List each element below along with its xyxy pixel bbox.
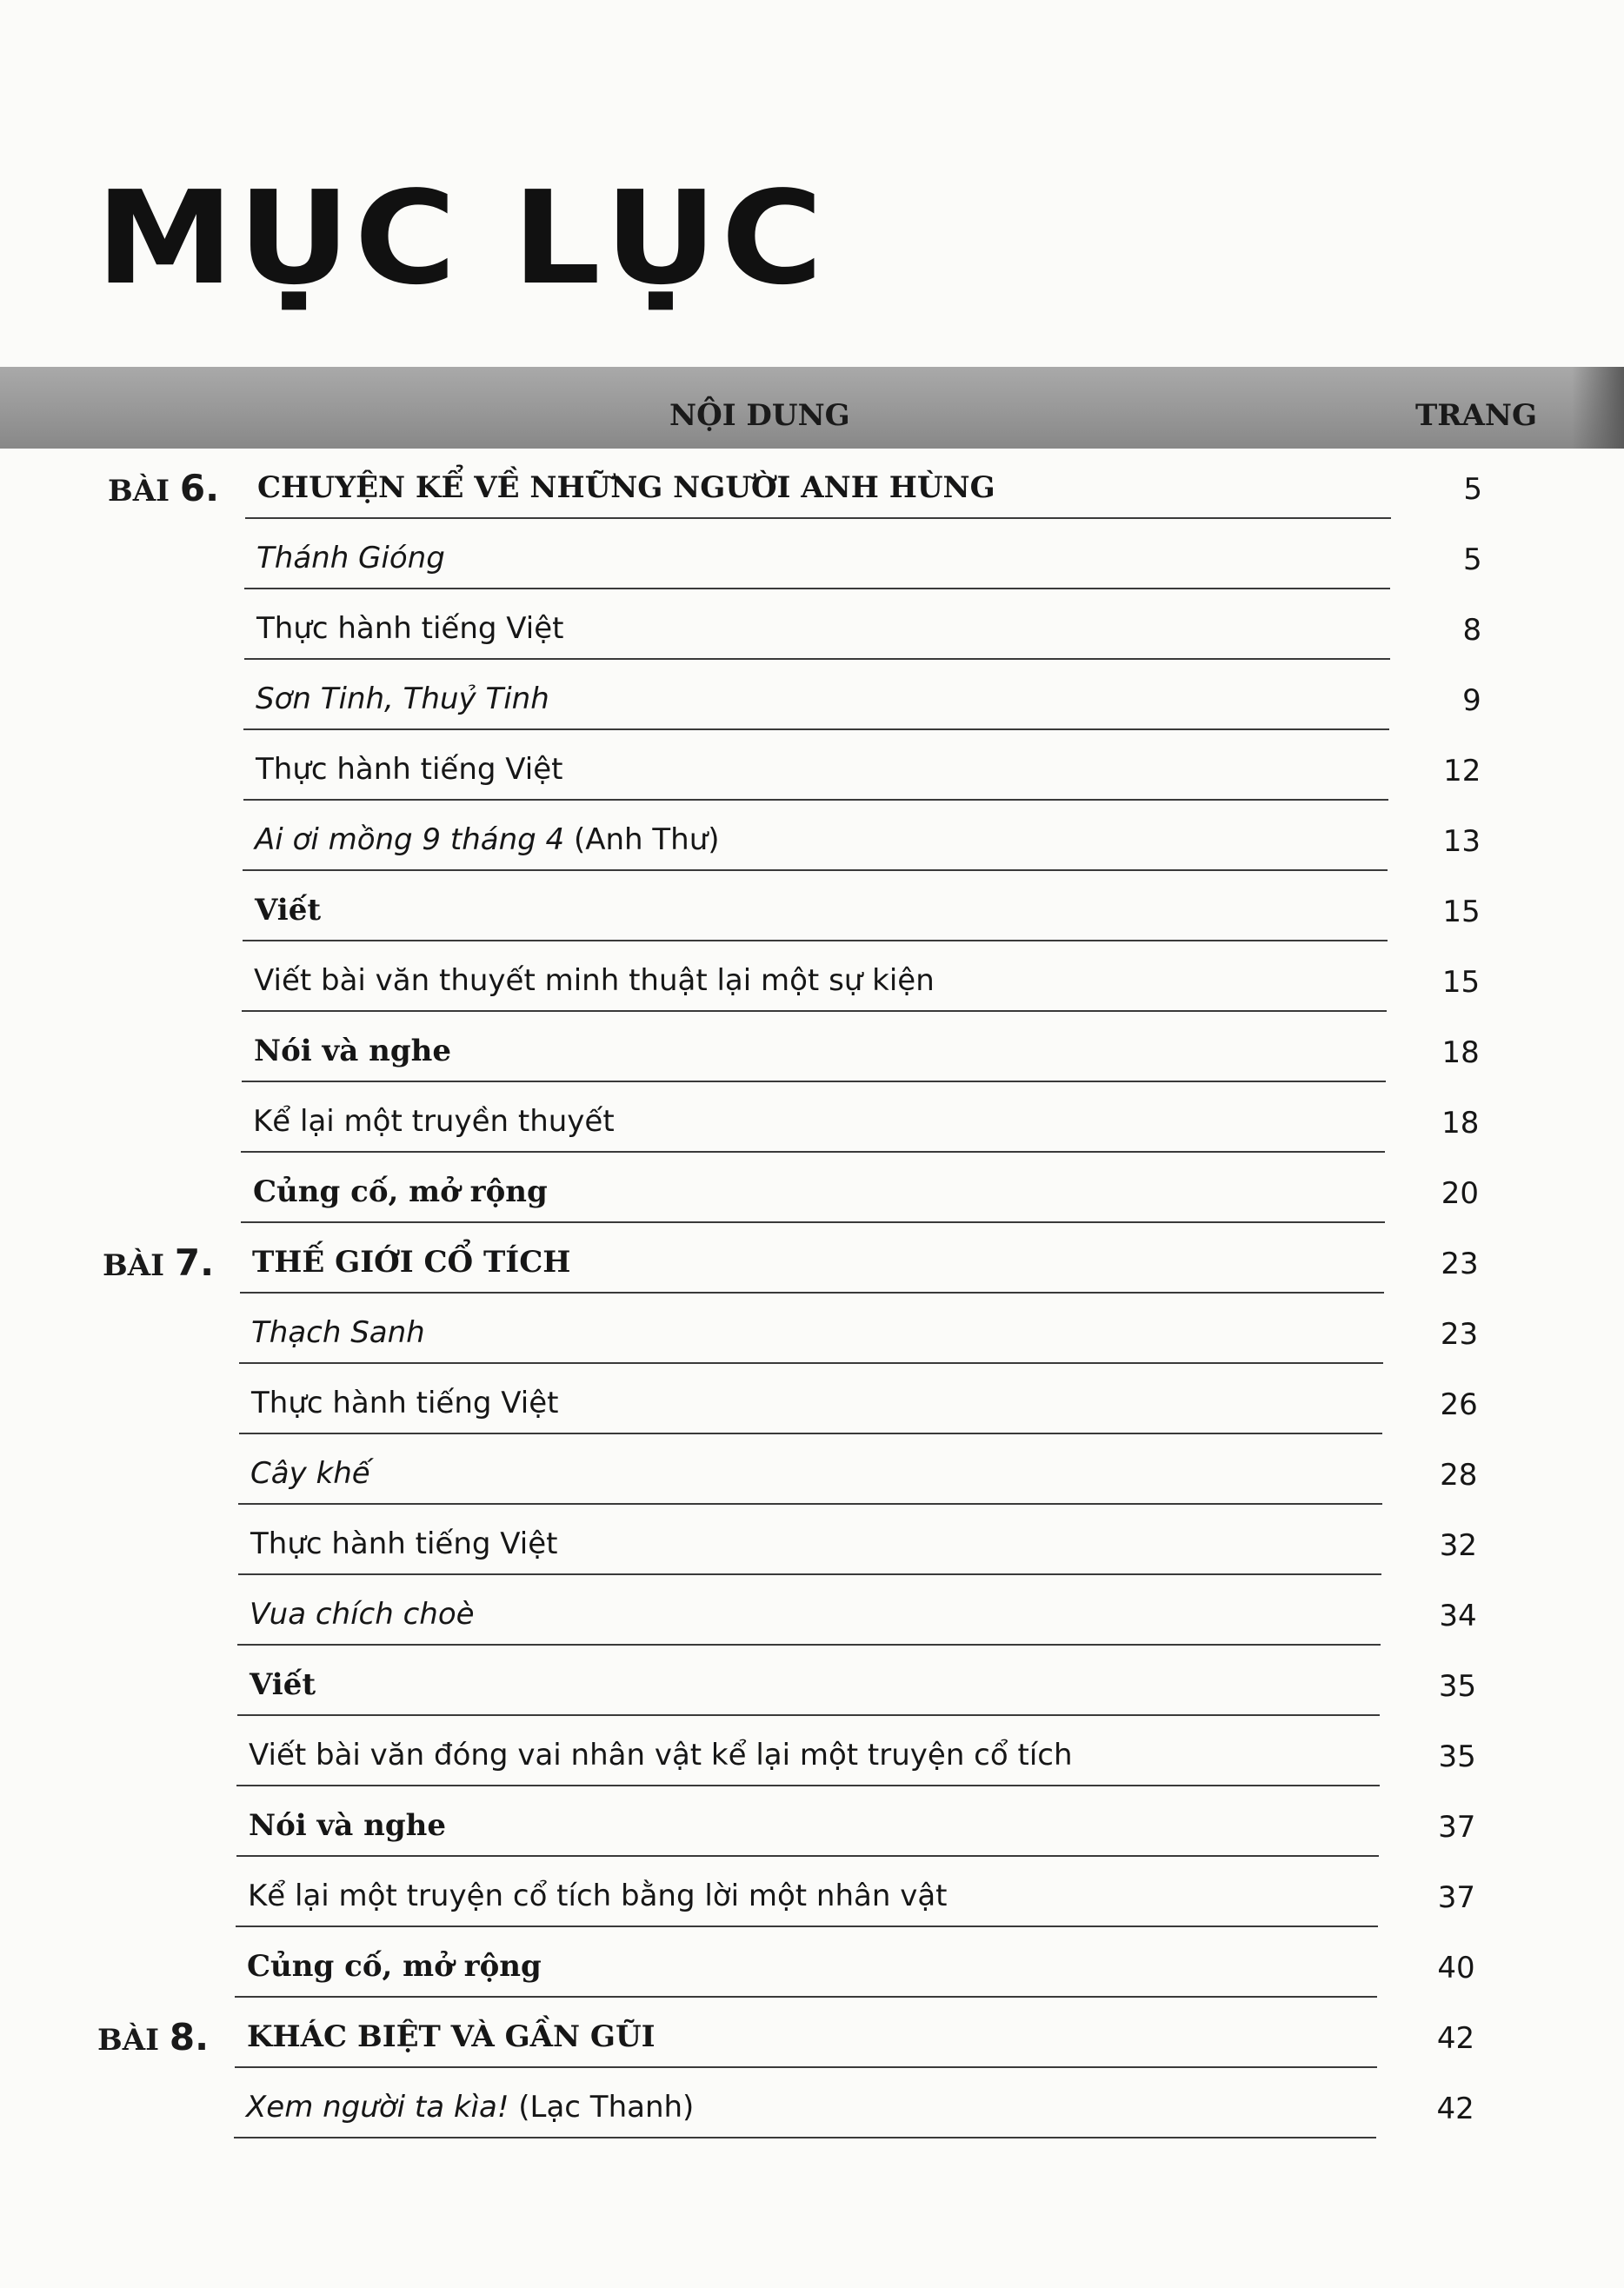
toc-row xyxy=(244,589,1390,660)
toc-row xyxy=(242,941,1387,1012)
toc-entry-title-main: THẾ GIỚI CỔ TÍCH xyxy=(252,1245,571,1280)
toc-row xyxy=(243,801,1388,871)
toc-entry-page: 18 xyxy=(1441,1035,1480,1070)
toc-entry-title-main: Củng cố, mở rộng xyxy=(247,1949,542,1984)
toc-entry-title xyxy=(256,541,445,575)
toc-entry-title xyxy=(249,1808,446,1843)
toc-entry-title-main: Kể lại một truyền thuyết xyxy=(253,1104,615,1139)
toc-entry-page: 35 xyxy=(1438,1739,1476,1774)
lesson-prefix: BÀI xyxy=(108,474,180,509)
toc-row xyxy=(235,1998,1377,2068)
toc-entry-page: 40 xyxy=(1437,1951,1475,1985)
toc-entry-page: 34 xyxy=(1439,1599,1477,1633)
toc-entry-page: 5 xyxy=(1463,472,1482,507)
toc-entry-page: 9 xyxy=(1462,683,1481,718)
lesson-number: 6. xyxy=(179,467,220,509)
toc-entry-title-main: Viết xyxy=(250,1667,316,1702)
toc-entry-page: 23 xyxy=(1440,1317,1479,1352)
lesson-prefix: BÀI xyxy=(103,1248,175,1283)
lesson-number: 7. xyxy=(174,1241,215,1284)
toc-entry-title-main: Thạch Sanh xyxy=(251,1315,425,1350)
toc-row xyxy=(238,1505,1381,1575)
toc-row xyxy=(244,519,1390,589)
toc-entry-title xyxy=(251,1315,425,1350)
toc-entry-title xyxy=(250,1526,558,1561)
lesson-label xyxy=(108,467,219,509)
toc-entry-title xyxy=(253,1104,615,1139)
toc-entry-title xyxy=(248,1879,948,1913)
page-title: MỤC LỤC xyxy=(96,163,827,313)
lesson-label xyxy=(103,1241,214,1284)
toc-entry-title-main: KHÁC BIỆT VÀ GẦN GŨI xyxy=(247,2019,656,2054)
toc-row xyxy=(245,449,1391,519)
toc-row xyxy=(243,660,1389,730)
toc-entry-title-main: Xem người ta kìa! xyxy=(246,2090,509,2125)
toc-row xyxy=(237,1575,1381,1646)
toc-entry-page: 35 xyxy=(1438,1669,1477,1704)
toc-entry-title-main: Củng cố, mở rộng xyxy=(253,1174,548,1209)
toc-row xyxy=(239,1294,1383,1364)
toc-entry-title xyxy=(246,2090,694,2125)
toc-row xyxy=(243,730,1388,801)
toc-entry-page: 5 xyxy=(1462,542,1482,577)
toc-entry-title xyxy=(247,2019,656,2054)
toc-entry-title-main: Viết xyxy=(255,893,322,928)
toc-row xyxy=(239,1364,1382,1434)
toc-entry-title xyxy=(256,752,563,787)
toc-entry-title xyxy=(254,963,935,998)
toc-entry-title-main: Nói và nghe xyxy=(249,1808,446,1843)
toc-entry-page: 42 xyxy=(1436,2092,1474,2126)
toc-entry-page: 28 xyxy=(1440,1458,1478,1493)
toc-entry-page: 18 xyxy=(1441,1106,1480,1141)
toc-entry-title xyxy=(249,1738,1073,1773)
toc-entry-page: 37 xyxy=(1438,1810,1476,1845)
toc-entry-page: 8 xyxy=(1462,613,1482,648)
toc-row xyxy=(234,2068,1376,2138)
toc-entry-page: 15 xyxy=(1441,965,1481,1000)
toc-entry-title-main: Ai ơi mồng 9 tháng 4 xyxy=(255,822,565,857)
toc-entry-page: 37 xyxy=(1437,1880,1475,1915)
toc-entry-author: (Lạc Thanh) xyxy=(509,2090,695,2125)
toc-row xyxy=(241,1082,1385,1153)
toc-row xyxy=(238,1434,1382,1505)
toc-entry-title xyxy=(252,1245,570,1280)
toc-row xyxy=(242,1012,1386,1082)
toc-entry-page: 15 xyxy=(1442,895,1481,929)
toc-entry-page: 26 xyxy=(1440,1387,1478,1422)
lesson-label xyxy=(97,2016,209,2059)
toc-entry-title xyxy=(250,1597,475,1632)
toc-entry-title-main: Vua chích choè xyxy=(250,1597,475,1632)
header-content-label: NỘI DUNG xyxy=(669,398,850,433)
toc-entry-title xyxy=(256,611,564,646)
toc-entry-title xyxy=(247,1949,542,1984)
toc-row xyxy=(243,871,1388,941)
toc-entry-page: 12 xyxy=(1443,754,1481,788)
toc-entry-page: 13 xyxy=(1442,824,1481,859)
toc-entry-title-main: Thánh Gióng xyxy=(256,541,445,575)
toc-row xyxy=(240,1223,1384,1294)
toc-entry-title-main: Kể lại một truyện cổ tích bằng lời một nhân vật xyxy=(248,1879,948,1913)
toc-entry-title-main: Thực hành tiếng Việt xyxy=(251,1386,559,1420)
toc-entry-title xyxy=(251,1386,559,1420)
toc-entry-title xyxy=(255,822,720,857)
toc-entry-title-main: Viết bài văn đóng vai nhân vật kể lại một truyện cổ tích xyxy=(249,1738,1073,1773)
toc-row xyxy=(241,1153,1385,1223)
toc-entry-author: (Anh Thư) xyxy=(564,822,720,857)
toc-entry-title-main: Viết bài văn thuyết minh thuật lại một sự kiện xyxy=(254,963,935,998)
header-page-label: TRANG xyxy=(1415,398,1538,433)
toc-row xyxy=(236,1857,1378,1927)
toc-entry-title-main: Thực hành tiếng Việt xyxy=(256,611,564,646)
toc-entry-title-main: Cây khế xyxy=(250,1456,370,1491)
toc-entry-title xyxy=(250,1456,370,1491)
toc-entry-title xyxy=(257,470,995,505)
toc-entry-title xyxy=(250,1667,316,1702)
toc-row xyxy=(236,1786,1379,1857)
toc-entry-title xyxy=(256,682,549,716)
toc-entry-title-main: Sơn Tinh, Thuỷ Tinh xyxy=(256,682,549,716)
toc-entry-page: 32 xyxy=(1439,1528,1477,1563)
toc-row xyxy=(236,1716,1380,1786)
toc-entry-title xyxy=(255,893,321,928)
toc-entry-title xyxy=(254,1034,451,1068)
toc-entry-title-main: Thực hành tiếng Việt xyxy=(256,752,563,787)
toc-entry-title-main: Nói và nghe xyxy=(254,1034,451,1068)
toc-entry-title-main: CHUYỆN KỂ VỀ NHỮNG NGƯỜI ANH HÙNG xyxy=(257,470,995,505)
toc-entry-page: 20 xyxy=(1441,1176,1479,1211)
toc-entry-page: 42 xyxy=(1436,2021,1475,2056)
toc-entry-title xyxy=(253,1174,548,1209)
lesson-prefix: BÀI xyxy=(97,2023,170,2058)
toc-row xyxy=(235,1927,1377,1998)
lesson-number: 8. xyxy=(169,2016,210,2059)
toc-entry-title-main: Thực hành tiếng Việt xyxy=(250,1526,558,1561)
toc-row xyxy=(237,1646,1380,1716)
toc-entry-page: 23 xyxy=(1441,1247,1479,1281)
